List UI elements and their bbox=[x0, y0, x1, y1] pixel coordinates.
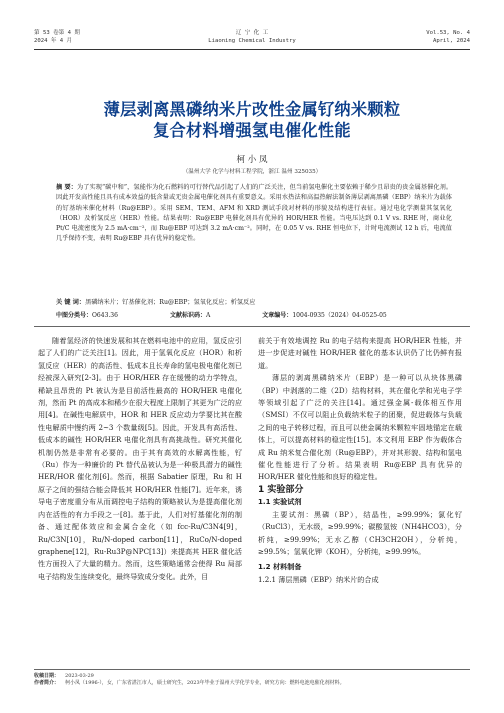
body-column-left bbox=[38, 335, 242, 583]
keywords bbox=[56, 298, 452, 308]
section-1-2-heading: 1.2 材料制备 bbox=[258, 562, 302, 572]
issue-date: 2024 年 4 月 bbox=[34, 38, 73, 44]
abstract-text: 为了实现“碳中和”，氢能作为化石燃料的可行替代品引起了人们的广泛关注，但当前氢电催化主要依赖于稀少且昂贵的贵金属基催化剂。因此开发高性能且具有成本效益的低含量或无贵金属电催化剂具有重要意义。采用水热法和高温热解法制备薄层剥离黑磷（EBP）纳米片为载体的钌基纳米催化材料（Ru@EBP）。采用 SEM、TEM、AFM 和 XRD 测试手段对材料的形貌及结构进行表征。通过电化学测量其氢氧化（HOR）及析氢反应（HER）性能。结果表明：Ru@EBP 电催化剂具有优异的 HOR/HER 性能。当电压达到 0.1 V vs. RHE 时，商业化 Pt/C 电流密度为 2.5 mA·cm⁻²，而 Ru@EBP 可达到 3.2 mA·cm⁻²。同时，在 0.05 V vs. RHE 恒电位下，计时电流测试 12 h 后，电流值几乎保持不变，表明 Ru@EBP 具有优异的稳定性。 bbox=[56, 184, 453, 243]
abstract-label: 摘 要： bbox=[56, 184, 77, 191]
journal-name-en: Liaoning Chemical Industry bbox=[208, 38, 296, 44]
intro-continuation: 前关于有效地调控 Ru 的电子结构来提高 HOR/HER 性能，并进一步促进对碱性 HOR/HER 催化的基本认识仍了比仍鲜有报道。 bbox=[258, 336, 462, 370]
reagents-paragraph: 主要试剂：黑磷（BP），结晶性，≥99.99%；氯化钌（RuCl3），无水级，≥99.99%；碳酸氢铵（NH4HCO3），分析纯，≥99.99%；无水乙醇（CH3CH2OH），分析纯，≥99.5%；氢氧化钾（KOH），分析纯，≥99.99%。 bbox=[258, 509, 462, 556]
intro-paragraph-2: 薄层的剥离黑磷纳米片（EBP）是一种可以从块体黑磷（BP）中剥落的二维（2D）结构材料，其在催化学和光电子学等领域引起了广泛的关注[14]。通过强金属-载体相互作用（SMSI）不仅可以阻止负载纳米粒子的团聚，促进载体与负载之间的电子转移过程，而且可以使金属纳米颗粒牢固地锚定在载体上，可以提高材料的稳定性[15]。本文利用 EBP 作为载体合成 Ru 纳米复合催化剂（Ru@EBP），并对其形貌、结构和氢电催化性能进行了分析。结果表明 Ru@EBP 具有优异的 HOR/HER 催化性能和良好的稳定性。 bbox=[258, 373, 462, 482]
doc-code-value: A bbox=[205, 312, 211, 319]
article-no-group bbox=[262, 311, 412, 321]
received-line bbox=[34, 673, 470, 680]
author-bio-label: 作者简介： bbox=[34, 680, 60, 686]
intro-paragraph: 随着氢经济的快速发展和其在燃料电池中的应用，氢反应引起了人们的广泛关注[1]。因此，用于氢氧化反应（HOR）和析氢反应（HER）的高活性、低成本且长寿命的氢电极电催化剂已经被深入研究[2-3]。由于 HOR/HER 存在缓慢的动力学特点，稀缺且昂贵的 Pt 被认为是目前活性最高的 HOR/HER 电催化剂，然而 Pt 的高成本和稀少在很大程度上限制了其更为广泛的应用[4]。在碱性电解质中，HOR 和 HER 反应动力学要比其在酸性电解质中慢约两 2~3 个数量级[5]。因此，开发具有高活性、低成本的碱性 HOR/HER 电催化剂具有高挑战性。研究其催化机制仍然是非常有必要的。由于其有高效的水解离性能，钌（Ru）作为一种廉价的 Pt 替代品被认为是一种极具潜力的碱性 HER/HOR 催化剂[6]。然而，根据 Sabatier 原理，Ru 和 H 原子之间的强结合能会降低其 HOR/HER 性能[7]。近年来，诱导电子密度重分布从而调控电子结构的策略被认为是提高催化剂内在活性的有力手段之一[8]。基于此，人们对钌基催化剂的制备、通过配体效应和金属合金化（如 fcc-Ru/C3N4[9]，Ru/C3N[10]，Ru/N-doped carbon[11]，RuCo/N-doped graphene[12]，Ru-Ru3P@NPC[13]）来提高其 HER 催化活性方面投入了大量的精力。然而，这些策略通常会使得 Ru 局部电子结构发生连续变化，最终导致成分变化。此外，目 bbox=[38, 336, 242, 581]
author-name: 柯 小 凤 bbox=[236, 155, 268, 165]
doc-code-label: 文献标识码： bbox=[169, 312, 206, 319]
header-right bbox=[426, 29, 470, 45]
article-no-label: 文章编号： bbox=[262, 312, 293, 319]
clc-group bbox=[56, 311, 144, 321]
section-1-2-1-heading: 1.2.1 薄层黑磷（EBP）纳米片的合成 bbox=[258, 574, 379, 584]
paper-title bbox=[34, 99, 470, 141]
author-bio-line bbox=[34, 680, 470, 687]
issue-date-en: April, 2024 bbox=[432, 38, 470, 44]
journal-header bbox=[34, 29, 470, 51]
affiliation: （温州大学 化学与材料工程学院，浙江 温州 325035） bbox=[182, 169, 322, 175]
header-center bbox=[34, 29, 470, 45]
keywords-text: 黑磷纳米片；钌基催化剂；Ru@EBP；氢氧化反应；析氢反应 bbox=[85, 299, 256, 306]
keywords-label: 关 键 词： bbox=[56, 299, 86, 306]
clc-value: O643.36 bbox=[92, 312, 118, 319]
doc-code-group bbox=[170, 311, 236, 321]
received-date: 2023-03-29 bbox=[65, 673, 94, 679]
abstract-rule bbox=[34, 326, 470, 327]
author-bio: 柯小凤（1996-），女，广东省湛江市人，硕士研究生，2023年毕业于温州大学化学专业，研究方向：燃料电池电催化剂材料。 bbox=[65, 680, 345, 686]
header-rule bbox=[34, 49, 470, 50]
article-no-value: 1004-0935（2024）04-0525-05 bbox=[292, 312, 387, 319]
journal-name-cn: 辽 宁 化 工 bbox=[235, 30, 269, 36]
received-label: 收稿日期： bbox=[34, 673, 60, 679]
title-line-2: 复合材料增强氢电催化性能 bbox=[153, 121, 351, 140]
volume-issue-en: Vol.53, No. 4 bbox=[426, 30, 470, 36]
classification-row bbox=[56, 311, 452, 321]
abstract bbox=[56, 183, 452, 245]
section-1-heading: 1 实验部分 bbox=[258, 484, 304, 495]
footnote bbox=[34, 669, 470, 687]
volume-issue: 第 53 卷第 4 期 bbox=[34, 30, 80, 36]
title-line-1: 薄层剥离黑磷纳米片改性金属钌纳米颗粒 bbox=[103, 100, 401, 119]
body-column-right bbox=[258, 335, 462, 586]
clc-label: 中图分类号： bbox=[56, 312, 93, 319]
section-1-1-heading: 1.1 实验试剂 bbox=[258, 497, 302, 507]
